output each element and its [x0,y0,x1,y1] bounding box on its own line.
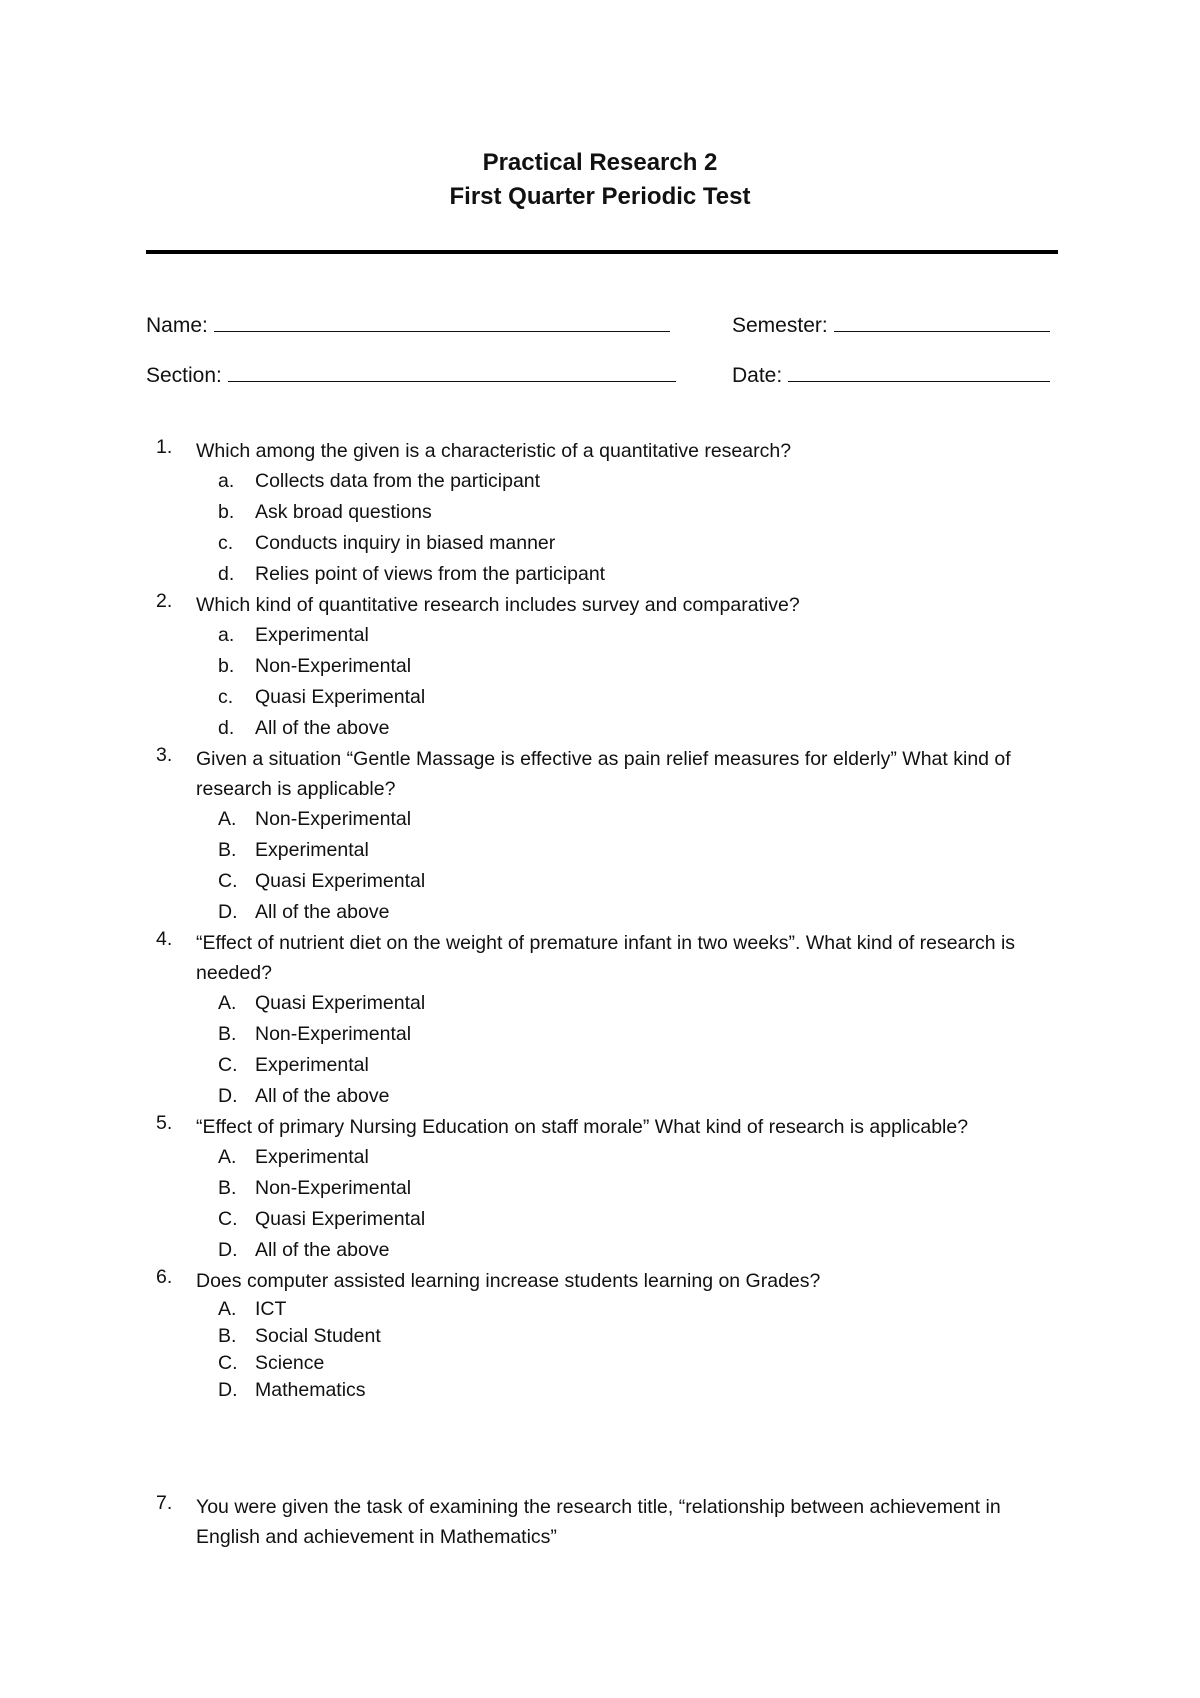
option-text: All of the above [255,1239,390,1261]
option-text: Non-Experimental [255,1177,412,1199]
option-letter: B. [218,1177,237,1199]
option-text: Experimental [255,839,369,861]
question-text: “Effect of primary Nursing Education on staff morale” What kind of research is applicable? [196,1116,969,1138]
option-text: Experimental [255,1146,369,1168]
option-text: Mathematics [255,1379,366,1401]
semester-label: Semester: [732,314,828,337]
question-5 [0,1112,1200,1142]
option-text: Quasi Experimental [255,992,426,1014]
question-text: Does computer assisted learning increase students learning on Grades? [196,1270,821,1292]
question-2 [0,590,1200,620]
option-text: All of the above [255,901,390,923]
option-text: Non-Experimental [255,1023,412,1045]
option-letter: b. [218,501,235,523]
question-7 [0,1492,1200,1552]
option-item[interactable] [0,497,1200,528]
name-blank[interactable] [214,313,670,332]
question-text: You were given the task of examining the research title, “relationship between achievement in English and achievement in Mathematics” [196,1496,1001,1548]
option-letter: B. [218,1023,237,1045]
option-letter: C. [218,1352,238,1374]
subject-title: Practical Research 2 [482,149,718,176]
option-letter: c. [218,532,234,554]
option-text: Relies point of views from the participant [255,563,606,585]
option-text: ICT [255,1298,287,1320]
option-letter: D. [218,1085,238,1107]
section-label: Section: [146,364,222,387]
option-item[interactable] [0,804,1200,835]
option-letter: D. [218,901,238,923]
question-4 [0,928,1200,988]
test-header [0,146,1200,214]
option-letter: A. [218,808,237,830]
question-number: 2. [156,590,173,612]
option-text: Quasi Experimental [255,1208,426,1230]
option-item[interactable] [0,1081,1200,1112]
date-label: Date: [732,364,783,387]
option-item[interactable] [0,713,1200,744]
option-item[interactable] [0,651,1200,682]
header-divider [146,250,1058,254]
option-letter: A. [218,992,237,1014]
option-item[interactable] [0,1350,1200,1377]
question-text: Which among the given is a characteristic of a quantitative research? [196,440,792,462]
option-item[interactable] [0,1050,1200,1081]
question-number: 1. [156,436,173,458]
option-item[interactable] [0,866,1200,897]
spacer [0,1404,1200,1492]
option-item[interactable] [0,897,1200,928]
option-item[interactable] [0,835,1200,866]
option-letter: c. [218,686,234,708]
option-letter: A. [218,1146,237,1168]
question-number: 5. [156,1112,173,1134]
option-item[interactable] [0,559,1200,590]
option-item[interactable] [0,528,1200,559]
option-item[interactable] [0,1173,1200,1204]
option-text: Experimental [255,624,369,646]
option-letter: B. [218,839,237,861]
option-text: Ask broad questions [255,501,432,523]
question-number: 4. [156,928,173,950]
option-item[interactable] [0,682,1200,713]
option-item[interactable] [0,1019,1200,1050]
option-item[interactable] [0,988,1200,1019]
name-field[interactable] [146,312,670,340]
option-text: Science [255,1352,325,1374]
option-letter: a. [218,470,235,492]
option-item[interactable] [0,1235,1200,1266]
option-letter: a. [218,624,235,646]
option-item[interactable] [0,1204,1200,1235]
question-text: “Effect of nutrient diet on the weight of premature infant in two weeks”. What kind of research is needed? [196,932,1016,984]
option-text: Conducts inquiry in biased manner [255,532,556,554]
question-list [0,436,1200,1552]
question-6 [0,1266,1200,1296]
name-label: Name: [146,314,208,337]
option-text: Non-Experimental [255,655,412,677]
section-blank[interactable] [228,363,676,382]
option-text: Experimental [255,1054,369,1076]
question-number: 6. [156,1266,173,1288]
option-text: Collects data from the participant [255,470,541,492]
question-number: 3. [156,744,173,766]
section-field[interactable] [146,362,676,390]
option-item[interactable] [0,1323,1200,1350]
test-title: First Quarter Periodic Test [449,183,751,210]
option-letter: D. [218,1379,238,1401]
option-letter: d. [218,563,235,585]
option-text: Quasi Experimental [255,686,426,708]
question-3 [0,744,1200,804]
option-text: All of the above [255,1085,390,1107]
question-text: Given a situation “Gentle Massage is effective as pain relief measures for elderly” What kind of research is applicable? [196,748,1011,800]
option-text: Social Student [255,1325,381,1347]
question-text: Which kind of quantitative research includes survey and comparative? [196,594,800,616]
question-1 [0,436,1200,466]
option-item[interactable] [0,1377,1200,1404]
option-text: Quasi Experimental [255,870,426,892]
option-letter: C. [218,1054,238,1076]
date-field[interactable] [732,362,1050,390]
option-letter: C. [218,870,238,892]
option-letter: C. [218,1208,238,1230]
option-text: All of the above [255,717,390,739]
semester-field[interactable] [732,312,1050,340]
option-letter: A. [218,1298,237,1320]
option-letter: D. [218,1239,238,1261]
option-letter: B. [218,1325,237,1347]
option-letter: d. [218,717,235,739]
semester-blank[interactable] [834,313,1050,332]
option-text: Non-Experimental [255,808,412,830]
option-letter: b. [218,655,235,677]
option-item[interactable] [0,1142,1200,1173]
option-item[interactable] [0,620,1200,651]
option-item[interactable] [0,1296,1200,1323]
question-number: 7. [156,1492,173,1514]
date-blank[interactable] [788,363,1050,382]
option-item[interactable] [0,466,1200,497]
